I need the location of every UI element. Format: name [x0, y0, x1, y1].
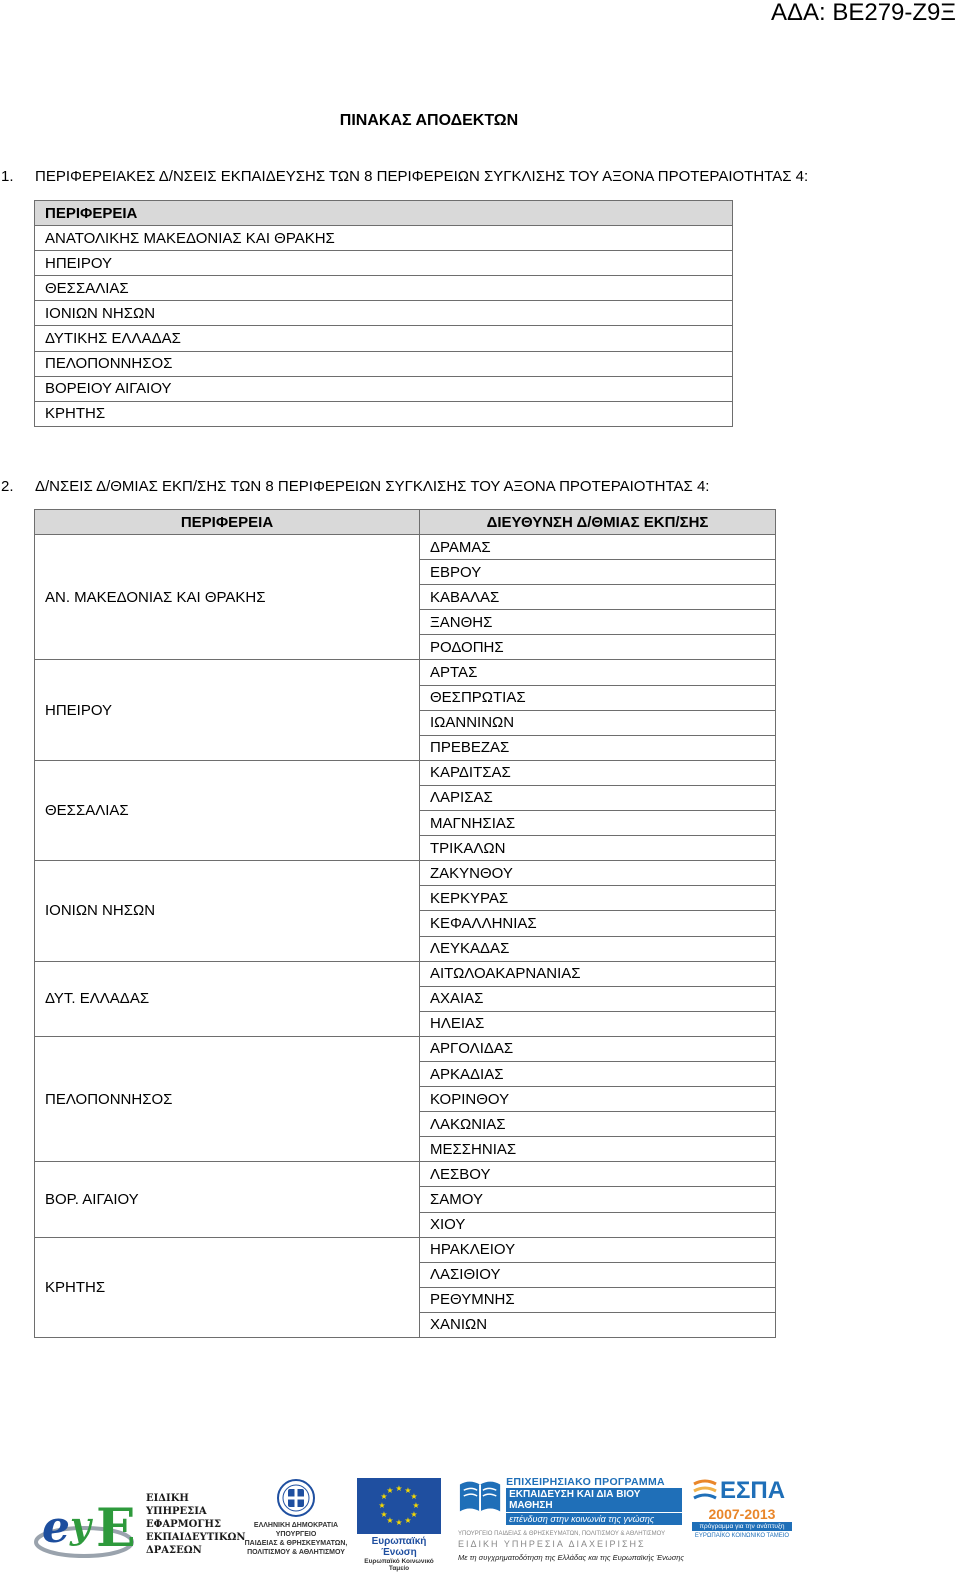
directorate-cell: ΚΟΡΙΝΘΟΥ [420, 1087, 776, 1112]
column-header-directorate: ΔΙΕΥΘΥΝΣΗ Δ/ΘΜΙΑΣ ΕΚΠ/ΣΗΣ [420, 510, 776, 535]
footer-logos [34, 1470, 794, 1572]
directorate-cell: ΛΑΚΩΝΙΑΣ [420, 1112, 776, 1137]
region-cell: ΔΥΤ. ΕΛΛΑΔΑΣ [35, 961, 420, 1036]
region-cell: ΠΕΛΟΠΟΝΝΗΣΟΣ [35, 351, 733, 376]
eu-name: Ευρωπαϊκή Ένωση [371, 1536, 427, 1558]
section-1-number: 1. [1, 168, 14, 185]
region-cell: ΗΠΕΙΡΟΥ [35, 660, 420, 760]
region-cell: ΘΕΣΣΑΛΙΑΣ [35, 276, 733, 301]
eu-flag-icon [357, 1478, 441, 1534]
region-cell: ΚΡΗΤΗΣ [35, 1237, 420, 1337]
section-2-number: 2. [1, 478, 14, 495]
epeaek-slogan: επένδυση στην κοινωνία της γνώσης [506, 1513, 682, 1525]
espa-name: ΕΣΠΑ [720, 1477, 786, 1504]
svg-text:★: ★ [380, 1510, 388, 1519]
directorate-cell: ΔΡΑΜΑΣ [420, 535, 776, 560]
directorate-cell: ΛΑΡΙΣΑΣ [420, 785, 776, 810]
region-cell: ΙΟΝΙΩΝ ΝΗΣΩΝ [35, 301, 733, 326]
table-header-row [35, 510, 776, 535]
region-cell: ΗΠΕΙΡΟΥ [35, 251, 733, 276]
table-row [35, 351, 733, 376]
directorate-cell: ΛΕΥΚΑΔΑΣ [420, 936, 776, 961]
directorate-cell: ΠΡΕΒΕΖΑΣ [420, 735, 776, 760]
table-header-row [35, 201, 733, 226]
table-row [35, 326, 733, 351]
table-row [35, 401, 733, 426]
espa-waves-icon [692, 1476, 718, 1506]
section-1-heading [0, 168, 808, 185]
directorate-cell: ΑΡΤΑΣ [420, 660, 776, 685]
directorate-cell: ΑΡΚΑΔΙΑΣ [420, 1061, 776, 1086]
epeaek-line-2: ΕΚΠΑΙΔΕΥΣΗ ΚΑΙ ΔΙΑ ΒΙΟΥ ΜΑΘΗΣΗ [506, 1488, 682, 1512]
svg-text:★: ★ [404, 1486, 412, 1495]
directorate-cell: ΧΙΟΥ [420, 1212, 776, 1237]
table-row [35, 961, 776, 986]
directorate-cell: ΚΑΒΑΛΑΣ [420, 585, 776, 610]
directorate-cell: ΗΛΕΙΑΣ [420, 1011, 776, 1036]
espa-years: 2007-2013 [708, 1506, 776, 1522]
hellenic-republic-logo: ΕΛΛΗΝΙΚΗ ΔΗΜΟΚΡΑΤΙΑ ΥΠΟΥΡΓΕΙΟ ΠΑΙΔΕΙΑΣ & ΘΡΗΣΚΕΥΜΑΤΩΝ, ΠΟΛΙΤΙΣΜΟΥ & ΑΘΛΗΤΙΣΜΟΥ [242, 1478, 350, 1557]
directorate-cell: ΣΑΜΟΥ [420, 1187, 776, 1212]
directorate-cell: ΚΑΡΔΙΤΣΑΣ [420, 760, 776, 785]
directorate-cell: ΑΡΓΟΛΙΔΑΣ [420, 1036, 776, 1061]
directorate-cell: ΞΑΝΘΗΣ [420, 610, 776, 635]
espa-logo [692, 1476, 792, 1539]
table-row [35, 1162, 776, 1187]
directorate-cell: ΑΙΤΩΛΟΑΚΑΡΝΑΝΙΑΣ [420, 961, 776, 986]
table-row [35, 226, 733, 251]
region-cell: ΠΕΛΟΠΟΝΝΗΣΟΣ [35, 1036, 420, 1161]
document-title: ΠΙΝΑΚΑΣ ΑΠΟΔΕΚΤΩΝ [339, 112, 519, 129]
table-row [35, 861, 776, 886]
directorate-cell: ΙΩΑΝΝΙΝΩΝ [420, 710, 776, 735]
table-row [35, 251, 733, 276]
svg-text:★: ★ [378, 1501, 386, 1510]
cofinance-note: Με τη συγχρηματοδότηση της Ελλάδας και της Ευρωπαϊκής Ένωσης [458, 1553, 685, 1562]
table-row [35, 535, 776, 560]
directorate-cell: ΡΟΔΟΠΗΣ [420, 635, 776, 660]
directorate-cell: ΕΒΡΟΥ [420, 560, 776, 585]
svg-text:★: ★ [395, 1484, 403, 1493]
espa-fund: ΕΥΡΩΠΑΪΚΟ ΚΟΙΝΩΝΙΚΟ ΤΑΜΕΙΟ [694, 1533, 790, 1539]
svg-text:★: ★ [410, 1510, 418, 1519]
section-2-heading [0, 478, 709, 495]
directorate-cell: ΡΕΘΥΜΝΗΣ [420, 1287, 776, 1312]
directorate-cell: ΚΕΦΑΛΛΗΝΙΑΣ [420, 911, 776, 936]
region-cell: ΘΕΣΣΑΛΙΑΣ [35, 760, 420, 860]
eu-fund: Ευρωπαϊκό Κοινωνικό Ταμείο [364, 1558, 434, 1572]
epeaek-ministry: ΥΠΟΥΡΓΕΙΟ ΠΑΙΔΕΙΑΣ & ΘΡΗΣΚΕΥΜΑΤΩΝ, ΠΟΛΙΤΙΣΜΟΥ & ΑΘΛΗΤΙΣΜΟΥ [458, 1531, 666, 1537]
column-header-region: ΠΕΡΙΦΕΡΕΙΑ [35, 201, 733, 226]
greek-emblem-icon [276, 1478, 316, 1518]
directorate-cell: ΚΕΡΚΥΡΑΣ [420, 886, 776, 911]
directorate-cell: ΗΡΑΚΛΕΙΟΥ [420, 1237, 776, 1262]
svg-text:★: ★ [410, 1492, 418, 1501]
espa-slogan: πρόγραμμα για την ανάπτυξη [692, 1522, 792, 1531]
region-cell: ΚΡΗΤΗΣ [35, 401, 733, 426]
directorate-cell: ΜΑΓΝΗΣΙΑΣ [420, 811, 776, 836]
svg-text:E: E [96, 1498, 136, 1559]
table-row [35, 301, 733, 326]
epeaek-agency: ΕΙΔΙΚΗ ΥΠΗΡΕΣΙΑ ΔΙΑΧΕΙΡΙΣΗΣ [458, 1539, 646, 1549]
eu-logo [356, 1478, 442, 1572]
column-header-region: ΠΕΡΙΦΕΡΕΙΑ [35, 510, 420, 535]
table-row [35, 376, 733, 401]
section-2-text: Δ/ΝΣΕΙΣ Δ/ΘΜΙΑΣ ΕΚΠ/ΣΗΣ ΤΩΝ 8 ΠΕΡΙΦΕΡΕΙΩΝ ΣΥΓΚΛΙΣΗΣ ΤΟΥ ΑΞΟΝΑ ΠΡΟΤΕΡΑΙΟΤΗΤΑΣ 4: [35, 478, 710, 495]
directorate-cell: ΛΑΣΙΘΙΟΥ [420, 1262, 776, 1287]
svg-text:★: ★ [412, 1501, 420, 1510]
table-row [35, 276, 733, 301]
directorate-cell: ΘΕΣΠΡΩΤΙΑΣ [420, 685, 776, 710]
directorate-cell: ΤΡΙΚΑΛΩΝ [420, 836, 776, 861]
svg-text:e: e [42, 1502, 70, 1553]
directorate-cell: ΜΕΣΣΗΝΙΑΣ [420, 1137, 776, 1162]
table-row [35, 660, 776, 685]
svg-text:★: ★ [386, 1486, 394, 1495]
svg-text:★: ★ [386, 1516, 394, 1525]
directorate-cell: ΛΕΣΒΟΥ [420, 1162, 776, 1187]
svg-text:y: y [70, 1505, 91, 1547]
regions-table-body [35, 226, 733, 427]
epeaek-logo [458, 1476, 685, 1562]
eye-logo-text: ΕΙΔΙΚΗ ΥΠΗΡΕΣΙΑ ΕΦΑΡΜΟΓΗΣ ΕΚΠΑΙΔΕΥΤΙΚΩΝ ΔΡΑΣΕΩΝ [146, 1493, 246, 1556]
region-cell: ΒΟΡΕΙΟΥ ΑΙΓΑΙΟΥ [35, 376, 733, 401]
epeaek-line-1: ΕΠΙΧΕΙΡΗΣΙΑΚΟ ΠΡΟΓΡΑΜΜΑ [506, 1476, 665, 1488]
directorate-cell: ΧΑΝΙΩΝ [420, 1312, 776, 1337]
svg-text:★: ★ [380, 1492, 388, 1501]
table-row [35, 760, 776, 785]
region-cell: ΒΟΡ. ΑΙΓΑΙΟΥ [35, 1162, 420, 1237]
regions-table [34, 200, 733, 427]
open-book-icon [458, 1476, 502, 1518]
svg-text:★: ★ [404, 1516, 412, 1525]
ada-code: ΑΔΑ: ΒΕ279-Ζ9Ξ [770, 0, 956, 26]
table-row [35, 1237, 776, 1262]
eye-logo-mark-icon [34, 1490, 142, 1562]
region-cell: ΑΝ. ΜΑΚΕΔΟΝΙΑΣ ΚΑΙ ΘΡΑΚΗΣ [35, 535, 420, 660]
directorates-table-body [35, 535, 776, 1338]
region-cell: ΔΥΤΙΚΗΣ ΕΛΛΑΔΑΣ [35, 326, 733, 351]
svg-text:★: ★ [395, 1518, 403, 1527]
directorates-table [34, 509, 776, 1338]
directorate-cell: ΑΧΑΙΑΣ [420, 986, 776, 1011]
table-row [35, 1036, 776, 1061]
region-cell: ΙΟΝΙΩΝ ΝΗΣΩΝ [35, 861, 420, 961]
directorate-cell: ΖΑΚΥΝΘΟΥ [420, 861, 776, 886]
section-1-text: ΠΕΡΙΦΕΡΕΙΑΚΕΣ Δ/ΝΣΕΙΣ ΕΚΠΑΙΔΕΥΣΗΣ ΤΩΝ 8 ΠΕΡΙΦΕΡΕΙΩΝ ΣΥΓΚΛΙΣΗΣ ΤΟΥ ΑΞΟΝΑ ΠΡΟΤΕΡΑΙΟΤΗΤΑΣ 4: [35, 168, 809, 185]
region-cell: ΑΝΑΤΟΛΙΚΗΣ ΜΑΚΕΔΟΝΙΑΣ ΚΑΙ ΘΡΑΚΗΣ [35, 226, 733, 251]
